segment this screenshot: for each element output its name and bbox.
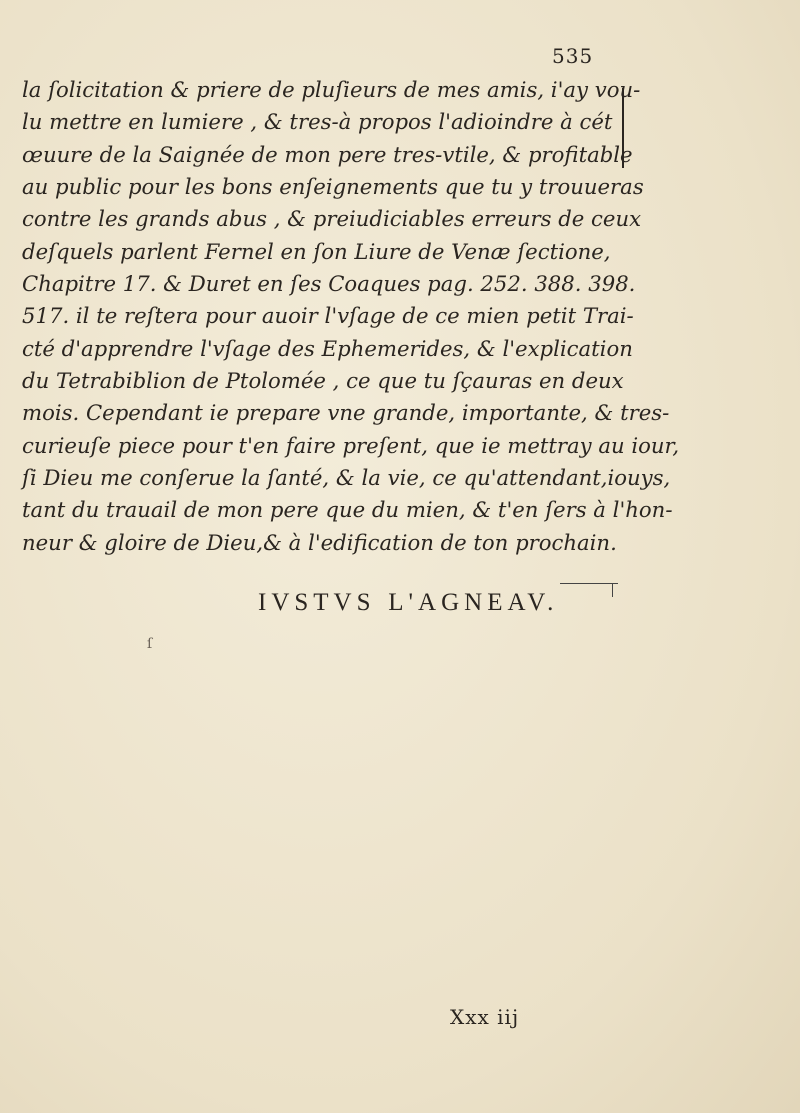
text-line: au public pour les bons enſeignements que tu y trouueras <box>22 174 644 200</box>
text-line: contre les grands abus , & preiudiciables erreurs de ceux <box>22 206 642 232</box>
signature-rule <box>560 583 618 584</box>
text-line: mois. Cependant ie prepare vne grande, importante, & tres- <box>22 400 670 426</box>
body-paragraph <box>22 74 680 559</box>
signature-tick <box>612 583 613 597</box>
text-line: curieuſe piece pour t'en faire preſent, que ie mettray au iour, <box>22 432 680 458</box>
author-signature <box>258 582 558 618</box>
ink-mark: ſ <box>147 636 153 652</box>
signature-last-name: L'AGNEAV. <box>388 589 559 616</box>
text-line: 517. il te reſtera pour auoir l'vſage de ce mien petit Trai- <box>22 303 634 329</box>
text-line: Chapitre 17. & Duret en ſes Coaques pag. 252. 388. 398. <box>22 271 636 297</box>
signature-first-name: IVSTVS <box>258 589 376 616</box>
text-line: cté d'apprendre l'vſage des Ephemerides, & l'explication <box>22 335 633 361</box>
text-line: œuure de la Saignée de mon pere tres-vtile, & profitable <box>22 141 633 167</box>
text-line: lu mettre en lumiere , & tres-à propos l'adioindre à cét <box>22 109 613 135</box>
text-line: la ſolicitation & priere de pluſieurs de mes amis, i'ay vou- <box>22 77 641 102</box>
text-line: neur & gloire de Dieu,& à l'edification de ton prochain. <box>22 529 617 555</box>
text-line: tant du trauail de mon pere que du mien, & t'en ſers à l'hon- <box>22 497 673 523</box>
signature-mark-catchword: Xxx iij <box>450 1005 520 1029</box>
text-line: du Tetrabiblion de Ptolomée , ce que tu ſçauras en deux <box>22 368 624 394</box>
page-number: 535 <box>552 44 594 68</box>
text-line: ſi Dieu me conſerue la ſanté, & la vie, ce qu'attendant,iouys, <box>22 465 671 491</box>
text-line: deſquels parlent Fernel en ſon Liure de Venæ ſectione, <box>22 238 611 264</box>
